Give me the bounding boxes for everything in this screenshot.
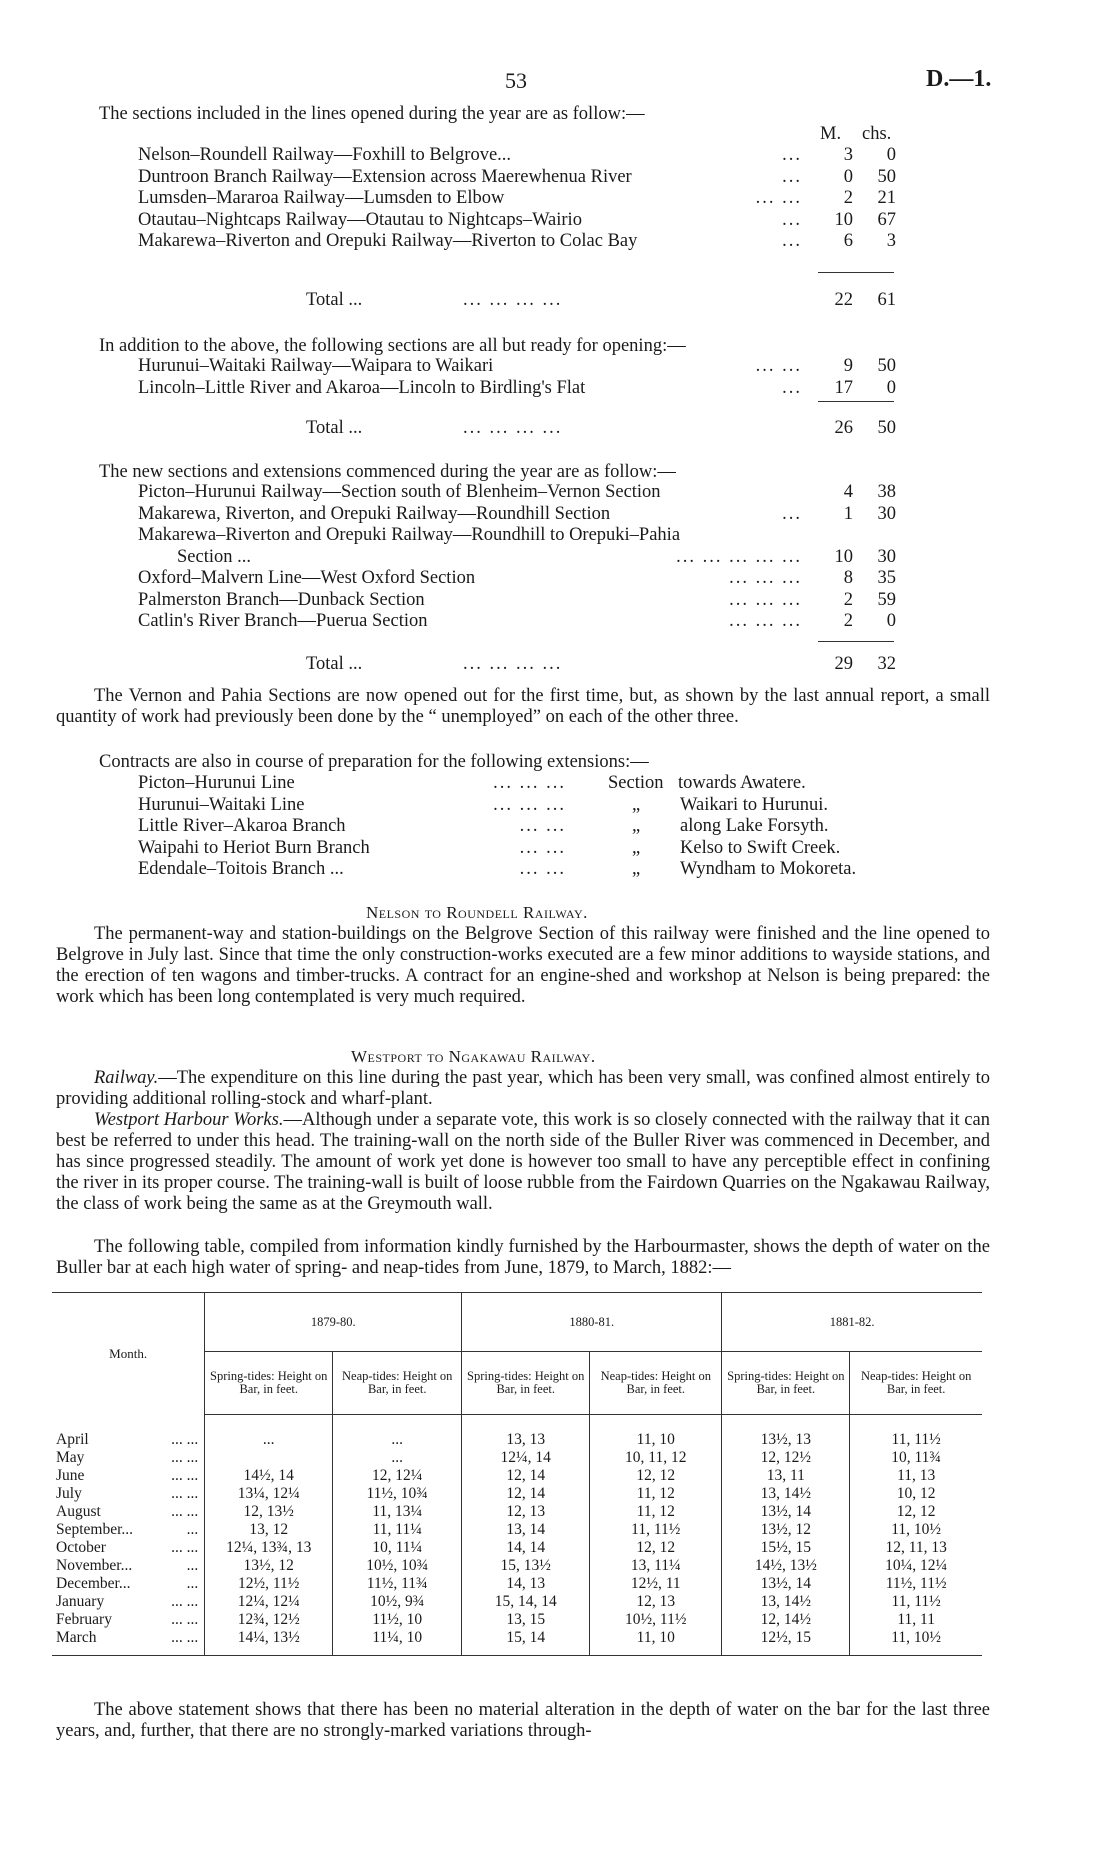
ready-row-miles: 17 [834, 377, 853, 398]
closing-text: The above statement shows that there has been no material alteration in the depth of water on the bar for the last three years, and, further, that there are no strongly-marked variations through- [56, 1700, 990, 1741]
tide-value-cell: ... [333, 1415, 462, 1450]
tide-value-cell: 13½, 14 [722, 1575, 850, 1593]
month-header: Month. [109, 1346, 148, 1362]
tide-value-cell: 11, 12 [590, 1485, 722, 1503]
tides-body [52, 1415, 982, 1656]
tide-value-cell: 12, 13½ [205, 1503, 333, 1521]
commenced-total-chs: 32 [877, 654, 896, 674]
tides-row [52, 1521, 982, 1539]
tide-value-cell: 12, 12 [590, 1539, 722, 1557]
railway-paragraph [56, 1068, 990, 1110]
opened-row-dots: ... ... [755, 188, 802, 208]
ready-row-dots: ... ... [755, 356, 802, 376]
tide-value-cell: 12, 12 [850, 1503, 982, 1521]
opened-total-label: Total ... [306, 290, 363, 310]
opened-row-dots: ... [782, 231, 802, 251]
tide-value-cell: 12, 12½ [722, 1449, 850, 1467]
tide-value-cell: 12¼, 13¾, 13 [205, 1539, 333, 1557]
commenced-row-miles: 2 [843, 611, 853, 631]
opened-row-miles: 6 [843, 231, 853, 251]
tides-row [52, 1575, 982, 1593]
commenced-row-chains: 30 [877, 546, 896, 567]
ready-total-m: 26 [834, 418, 853, 438]
opened-total-rule [818, 272, 894, 273]
ready-row-dots: ... [782, 377, 802, 398]
month-cell: April [56, 1430, 89, 1448]
tide-value-cell: 12½, 15 [722, 1629, 850, 1656]
opened-row-chains: 50 [877, 166, 896, 187]
tide-value-cell: 11, 10½ [850, 1629, 982, 1656]
tide-value-cell: 12¼, 14 [462, 1449, 590, 1467]
opened-row-label: Nelson–Roundell Railway—Foxhill to Belgrove... [138, 145, 512, 165]
commenced-row-label: Section ... [177, 546, 251, 567]
ready-row-label: Lincoln–Little River and Akaroa—Lincoln to Birdling's Flat [138, 377, 586, 398]
tide-value-cell: 11, 10 [590, 1629, 722, 1656]
westport-heading: Westport to Ngakawau Railway. [351, 1047, 596, 1066]
ready-total-dots: ... ... ... ... [463, 418, 563, 438]
table-intro-text: The following table, compiled from information kindly furnished by the Harbourmaster, shows the depth of water on the Buller bar at each high water of spring- and neap-tides from June, 1879, to March, 1882:— [56, 1237, 990, 1278]
contract-description: towards Awatere. [678, 773, 806, 793]
opened-total-dots: ... ... ... ... [463, 290, 563, 310]
nelson-heading: Nelson to Roundell Railway. [366, 903, 588, 922]
tide-value-cell: 11, 11¼ [333, 1521, 462, 1539]
opened-row-chains: 21 [877, 188, 896, 208]
tide-value-cell: 13, 14 [462, 1521, 590, 1539]
tide-value-cell: 13, 11¼ [590, 1557, 722, 1575]
tide-value-cell: 11½, 11¾ [333, 1575, 462, 1593]
contract-line: Little River–Akaroa Branch [138, 816, 346, 836]
contract-line: Picton–Hurunui Line [138, 773, 295, 793]
tide-value-cell: 11, 11½ [850, 1593, 982, 1611]
tide-value-cell [205, 1449, 333, 1467]
commenced-row-dots: ... [782, 503, 802, 524]
opened-row-chains: 3 [886, 231, 896, 251]
tide-value-cell: 13½, 13 [722, 1415, 850, 1450]
nelson-text: The permanent-way and station-buildings on the Belgrove Section of this railway were finished and the line opened to Belgrove in July last. Since that time the only construction-works executed are a few minor additions to wayside stations, and the erection of ten wagons and timber-trucks. A contract for an engine-shed and workshop at Nelson is being prepared: the work which has been long contemplated is very much required. [56, 924, 990, 1007]
tide-value-cell: 11¼, 10 [333, 1629, 462, 1656]
commenced-row-miles: 2 [843, 589, 853, 610]
tide-value-cell: 11, 11 [850, 1611, 982, 1629]
tide-value-cell: 12, 11, 13 [850, 1539, 982, 1557]
tide-value-cell: 11½, 11½ [850, 1575, 982, 1593]
commenced-total-label: Total ... [306, 654, 363, 674]
tide-value-cell: 15, 14, 14 [462, 1593, 590, 1611]
commenced-row-label: Oxford–Malvern Line—West Oxford Section [138, 568, 476, 588]
tides-row [52, 1415, 982, 1450]
tide-value-cell: ... [205, 1415, 333, 1450]
tide-value-cell: 10½, 10¾ [333, 1557, 462, 1575]
spring-header: Spring-tides: Height on Bar, in feet. [462, 1352, 590, 1415]
commenced-row-chains: 30 [877, 503, 896, 524]
commenced-total-rule [818, 641, 894, 642]
tide-value-cell: 12½, 11 [590, 1575, 722, 1593]
commenced-row-chains: 38 [877, 482, 896, 502]
month-cell: July [56, 1485, 82, 1502]
ready-total-label: Total ... [306, 418, 363, 438]
opened-row-dots: ... [782, 145, 802, 165]
tide-value-cell: 13, 12 [205, 1521, 333, 1539]
tide-value-cell: 11½, 10 [333, 1611, 462, 1629]
opened-total-chs: 61 [877, 290, 896, 310]
tide-value-cell: 11½, 10¾ [333, 1485, 462, 1503]
nelson-paragraph [56, 924, 990, 1008]
tide-value-cell: 12, 12¼ [333, 1467, 462, 1485]
contract-description: Wyndham to Mokoreta. [680, 859, 857, 879]
commenced-row-miles: 8 [843, 568, 853, 588]
month-cell: October [56, 1539, 106, 1556]
tide-value-cell: 11, 10 [590, 1415, 722, 1450]
year-header-3: 1881-82. [722, 1293, 982, 1352]
tide-value-cell: 11, 12 [590, 1503, 722, 1521]
contract-line: Waipahi to Heriot Burn Branch [138, 837, 370, 858]
tide-value-cell: 12¾, 12½ [205, 1611, 333, 1629]
month-dots: ... ... [171, 1593, 199, 1610]
tides-row [52, 1539, 982, 1557]
neap-header: Neap-tides: Height on Bar, in feet. [850, 1352, 982, 1415]
tides-row [52, 1449, 982, 1467]
opened-row-miles: 10 [834, 209, 853, 230]
commenced-row-label: Palmerston Branch—Dunback Section [138, 589, 425, 610]
tide-value-cell: 14¼, 13½ [205, 1629, 333, 1656]
contract-line: Edendale–Toitois Branch ... [138, 859, 344, 879]
tide-value-cell: 12, 13 [590, 1593, 722, 1611]
contract-ditto: „ [632, 816, 641, 836]
tide-value-cell: 11, 11½ [850, 1415, 982, 1450]
tide-value-cell: 14, 14 [462, 1539, 590, 1557]
commenced-total-m: 29 [834, 654, 853, 674]
tides-row [52, 1467, 982, 1485]
ready-total-rule [818, 401, 894, 402]
tide-value-cell: 13½, 14 [722, 1503, 850, 1521]
tide-value-cell: ... [333, 1449, 462, 1467]
contract-dots: ... ... [519, 816, 566, 836]
contract-description: along Lake Forsyth. [680, 816, 829, 836]
tide-value-cell: 12, 14 [462, 1485, 590, 1503]
closing-paragraph [56, 1700, 990, 1742]
tide-value-cell: 12½, 11½ [205, 1575, 333, 1593]
month-dots: ... ... [171, 1539, 199, 1556]
spring-header: Spring-tides: Height on Bar, in feet. [722, 1352, 850, 1415]
contract-line: Hurunui–Waitaki Line [138, 794, 305, 815]
month-cell: November... [56, 1557, 133, 1574]
tide-value-cell: 13, 14½ [722, 1593, 850, 1611]
commenced-row-label: Picton–Hurunui Railway—Section south of Blenheim–Vernon Section [138, 482, 661, 502]
month-dots: ... [186, 1521, 199, 1538]
opened-intro: The sections included in the lines opened during the year are as follow:— [99, 104, 645, 124]
opened-row-label: Makarewa–Riverton and Orepuki Railway—Riverton to Colac Bay [138, 231, 638, 251]
tide-value-cell: 10½, 9¾ [333, 1593, 462, 1611]
tide-value-cell: 15½, 15 [722, 1539, 850, 1557]
contract-description: Kelso to Swift Creek. [680, 837, 841, 858]
tide-value-cell: 10¼, 12¼ [850, 1557, 982, 1575]
tide-value-cell: 13, 13 [462, 1415, 590, 1450]
tide-value-cell: 12, 13 [462, 1503, 590, 1521]
month-dots: ... ... [171, 1611, 199, 1628]
opened-row-chains: 67 [877, 209, 896, 230]
contract-ditto: „ [632, 859, 641, 879]
railway-text: —The expenditure on this line during the past year, which has been very small, was confined almost entirely to providing additional rolling-stock and wharf-plant. [56, 1068, 990, 1109]
neap-header: Neap-tides: Height on Bar, in feet. [590, 1352, 722, 1415]
month-cell: March [56, 1629, 97, 1646]
tide-value-cell: 13½, 12 [722, 1521, 850, 1539]
opened-row-label: Duntroon Branch Railway—Extension across Maerewhenua River [138, 166, 632, 187]
contract-ditto: „ [632, 837, 641, 858]
contract-dots: ... ... [519, 859, 566, 879]
ready-row-miles: 9 [843, 356, 853, 376]
tide-value-cell: 10, 11¾ [850, 1449, 982, 1467]
month-dots: ... ... [171, 1503, 199, 1520]
commenced-row-label: Catlin's River Branch—Puerua Section [138, 611, 428, 631]
ready-intro: In addition to the above, the following sections are all but ready for opening:— [99, 336, 686, 356]
tide-value-cell: 12¼, 12¼ [205, 1593, 333, 1611]
tide-value-cell: 11, 13¼ [333, 1503, 462, 1521]
commenced-row-dots: ... ... ... ... ... [676, 546, 802, 567]
opened-row-dots: ... [782, 166, 802, 187]
contract-ditto: Section [608, 773, 664, 793]
vernon-paragraph [56, 686, 990, 728]
tide-value-cell: 13, 14½ [722, 1485, 850, 1503]
contracts-intro: Contracts are also in course of preparation for the following extensions:— [99, 752, 649, 772]
month-dots: ... ... [171, 1467, 199, 1484]
neap-header: Neap-tides: Height on Bar, in feet. [333, 1352, 462, 1415]
tide-value-cell: 13½, 12 [205, 1557, 333, 1575]
month-cell: December... [56, 1575, 131, 1592]
month-cell: September... [56, 1521, 134, 1538]
month-cell: June [56, 1467, 85, 1484]
opened-row-dots: ... [782, 209, 802, 230]
ready-total-chs: 50 [877, 418, 896, 438]
month-dots: ... ... [171, 1449, 199, 1466]
opened-total-m: 22 [834, 290, 853, 310]
year-header-2: 1880-81. [462, 1293, 722, 1352]
month-dots: ... [186, 1557, 199, 1574]
spring-header: Spring-tides: Height on Bar, in feet. [205, 1352, 333, 1415]
commenced-row-label: Makarewa–Riverton and Orepuki Railway—Roundhill to Orepuki–Pahia [138, 525, 681, 545]
ready-row-label: Hurunui–Waitaki Railway—Waipara to Waikari [138, 356, 494, 376]
commenced-row-miles: 10 [834, 546, 853, 567]
document-code: D.—1. [926, 66, 992, 92]
contract-ditto: „ [632, 794, 641, 815]
harbour-text: —Although under a separate vote, this work is so closely connected with the railway that it can best be referred to under this head. The training-wall on the north side of the Buller River was commenced in December, and has since progressed steadily. The amount of work yet done is however too small to have any perceptible effect in confining the river in its proper course. The training-wall is built of loose rubble from the Fairdown Quarries on the Ngakawau Railway, the class of work being the same as at the Greymouth wall. [56, 1110, 990, 1214]
commenced-row-dots: ... ... ... [729, 589, 802, 610]
tide-value-cell: 12, 14 [462, 1467, 590, 1485]
tide-value-cell: 12, 12 [590, 1467, 722, 1485]
tides-row [52, 1593, 982, 1611]
tide-value-cell: 14½, 13½ [722, 1557, 850, 1575]
harbour-paragraph [56, 1110, 990, 1215]
month-cell: August [56, 1503, 101, 1520]
month-dots: ... [186, 1575, 199, 1592]
tide-value-cell: 10, 12 [850, 1485, 982, 1503]
opened-row-miles: 0 [843, 166, 853, 187]
contract-description: Waikari to Hurunui. [680, 794, 829, 815]
page-number: 53 [505, 68, 527, 93]
month-dots: ... ... [171, 1485, 199, 1502]
tides-table [52, 1292, 982, 1656]
tide-value-cell: 10½, 11½ [590, 1611, 722, 1629]
contract-dots: ... ... ... [493, 794, 566, 815]
commenced-row-miles: 1 [843, 503, 853, 524]
vernon-text: The Vernon and Pahia Sections are now opened out for the first time, but, as shown by the last annual report, a small quantity of work had previously been done by the “ unemployed” on each of the other three. [56, 686, 990, 727]
month-cell: February [56, 1611, 112, 1628]
tide-value-cell: 15, 14 [462, 1629, 590, 1656]
opened-col-chs: chs. [862, 124, 892, 144]
harbour-label: Westport Harbour Works. [94, 1110, 284, 1130]
contract-dots: ... ... ... [493, 773, 566, 793]
tide-value-cell: 13¼, 12¼ [205, 1485, 333, 1503]
commenced-row-label: Makarewa, Riverton, and Orepuki Railway—Roundhill Section [138, 503, 611, 524]
tide-value-cell: 10, 11¼ [333, 1539, 462, 1557]
tide-value-cell: 11, 13 [850, 1467, 982, 1485]
opened-row-label: Otautau–Nightcaps Railway—Otautau to Nightcaps–Wairio [138, 209, 582, 230]
tide-value-cell: 11, 11½ [590, 1521, 722, 1539]
opened-col-m: M. [820, 124, 842, 144]
tides-row [52, 1503, 982, 1521]
tides-row [52, 1557, 982, 1575]
month-cell: May [56, 1449, 85, 1466]
month-dots: ... ... [171, 1430, 199, 1448]
tide-value-cell: 10, 11, 12 [590, 1449, 722, 1467]
tides-row [52, 1485, 982, 1503]
tide-value-cell: 14, 13 [462, 1575, 590, 1593]
commenced-intro: The new sections and extensions commenced during the year are as follow:— [99, 462, 676, 482]
tide-value-cell: 12, 14½ [722, 1611, 850, 1629]
commenced-row-miles: 4 [843, 482, 853, 502]
contract-dots: ... ... [519, 837, 566, 858]
tides-row [52, 1629, 982, 1656]
opened-row-miles: 2 [843, 188, 853, 208]
ready-row-chains: 0 [886, 377, 896, 398]
tide-value-cell: 14½, 14 [205, 1467, 333, 1485]
month-dots: ... ... [171, 1629, 199, 1646]
table-intro-paragraph [56, 1237, 990, 1279]
ready-row-chains: 50 [877, 356, 896, 376]
opened-row-miles: 3 [843, 145, 853, 165]
commenced-row-chains: 35 [877, 568, 896, 588]
commenced-row-dots: ... ... ... [729, 568, 802, 588]
tide-value-cell: 13, 11 [722, 1467, 850, 1485]
commenced-row-chains: 0 [886, 611, 896, 631]
opened-row-chains: 0 [886, 145, 896, 165]
commenced-row-dots: ... ... ... [729, 611, 802, 631]
tide-value-cell: 11, 10½ [850, 1521, 982, 1539]
commenced-row-chains: 59 [877, 589, 896, 610]
year-header-1: 1879-80. [205, 1293, 462, 1352]
tide-value-cell: 15, 13½ [462, 1557, 590, 1575]
railway-label: Railway. [94, 1068, 159, 1088]
month-cell: January [56, 1593, 105, 1610]
commenced-total-dots: ... ... ... ... [463, 654, 563, 674]
tides-row [52, 1611, 982, 1629]
opened-row-label: Lumsden–Mararoa Railway—Lumsden to Elbow [138, 188, 505, 208]
tide-value-cell: 13, 15 [462, 1611, 590, 1629]
